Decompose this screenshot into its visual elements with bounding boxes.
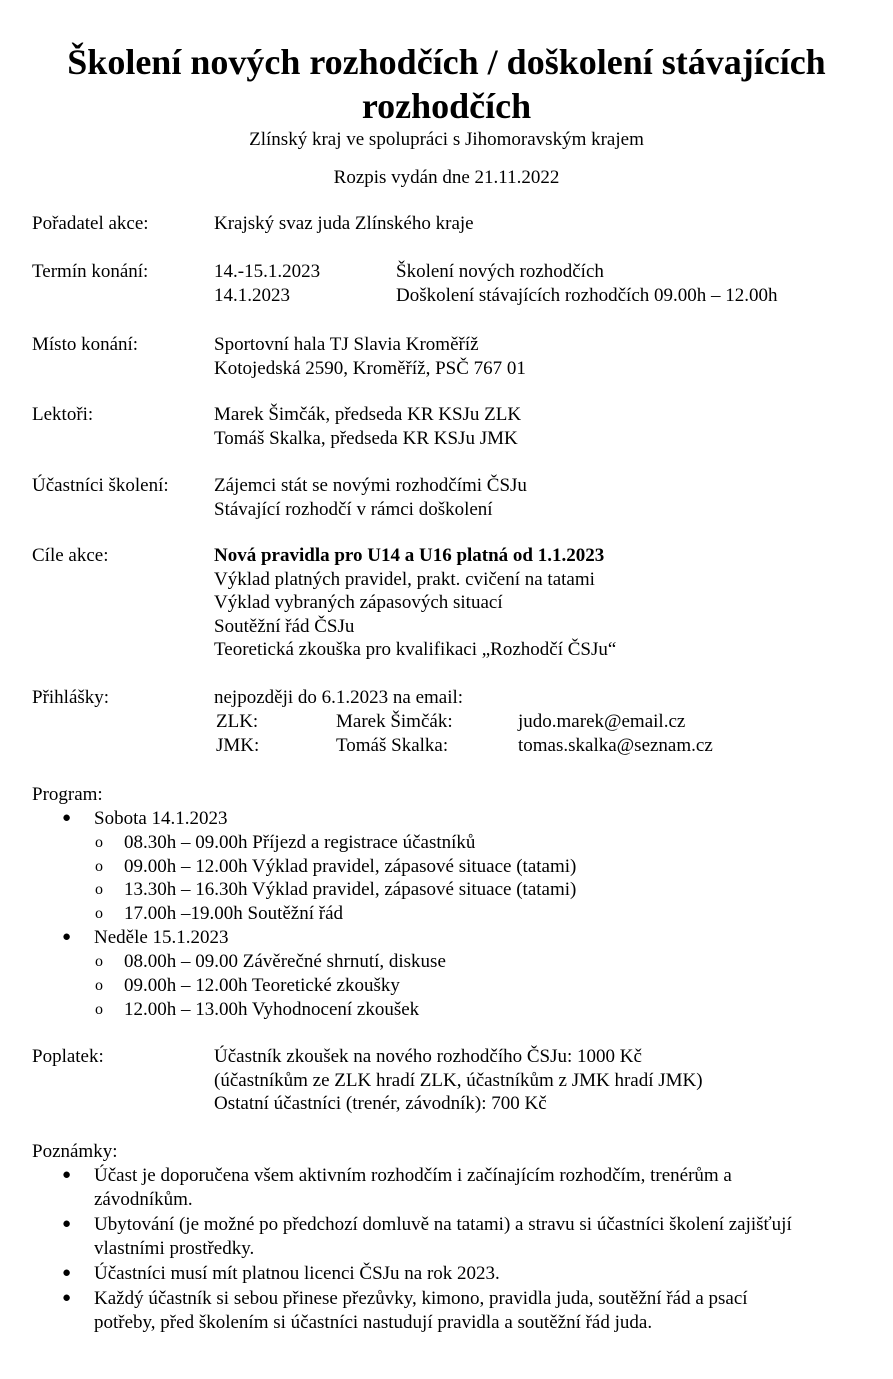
term-date-2: 14.1.2023 <box>214 284 290 306</box>
note-line: Ubytování (je možné po předchozí domluvě na tatami) a stravu si účastníci školení zajišťují <box>94 1214 792 1235</box>
issue-date: Rozpis vydán dne 21.11.2022 <box>333 167 560 188</box>
subtitle: Zlínský kraj ve spolupráci s Jihomoravským krajem <box>249 129 644 150</box>
program-item: 08.30h – 09.00h Příjezd a registrace účastníků <box>124 832 476 853</box>
bullet-icon: ● <box>62 929 72 945</box>
lecturer-line: Marek Šimčák, předseda KR KSJu ZLK <box>214 404 522 425</box>
note-line: vlastními prostředky. <box>94 1238 255 1259</box>
contact-region: ZLK: <box>216 711 259 732</box>
goal-line: Výklad platných pravidel, prakt. cvičení na tatami <box>214 568 595 590</box>
bullet-icon: ● <box>62 1216 72 1232</box>
place-value <box>214 333 526 380</box>
circle-bullet-icon: o <box>95 977 103 994</box>
program-item: 17.00h –19.00h Soutěžní řád <box>124 903 344 924</box>
term-desc-1: Školení nových rozhodčích <box>396 261 604 282</box>
program-item: 08.00h – 09.00 Závěrečné shrnutí, diskuse <box>124 951 446 972</box>
organizer-value: Krajský svaz juda Zlínského kraje <box>214 213 474 234</box>
program-label: Program: <box>32 784 103 805</box>
bullet-icon: ● <box>62 1167 72 1183</box>
term-label: Termín konání: <box>32 261 149 282</box>
contact-region: JMK: <box>216 735 260 756</box>
bullet-icon: ● <box>62 1290 72 1306</box>
lecturers-value <box>214 403 521 450</box>
participant-line: Stávající rozhodčí v rámci doškolení <box>214 498 493 520</box>
registration-label: Přihlášky: <box>32 687 110 708</box>
circle-bullet-icon: o <box>95 1001 103 1018</box>
place-line: Kotojedská 2590, Kroměříž, PSČ 767 01 <box>214 357 526 379</box>
circle-bullet-icon: o <box>95 953 103 970</box>
lecturer-line: Tomáš Skalka, předseda KR KSJu JMK <box>214 427 518 449</box>
participants-label: Účastníci školení: <box>32 475 169 496</box>
document-title: Školení nových rozhodčích / doškolení stávajících rozhodčích <box>67 42 826 126</box>
contact-email[interactable]: judo.marek@email.cz <box>518 711 686 732</box>
fee-line: Účastník zkoušek na nového rozhodčího ČSJu: 1000 Kč <box>214 1046 642 1067</box>
registration-intro: nejpozději do 6.1.2023 na email: <box>214 687 464 708</box>
fee-value <box>214 1045 703 1116</box>
fee-label: Poplatek: <box>32 1046 104 1067</box>
program-day: Sobota 14.1.2023 <box>94 808 228 829</box>
fee-line: (účastníkům ze ZLK hradí ZLK, účastníkům z JMK hradí JMK) <box>214 1069 703 1091</box>
goals-headline: Nová pravidla pro U14 a U16 platná od 1.1.2023 <box>214 545 605 566</box>
fee-line: Ostatní účastníci (trenér, závodník): 700 Kč <box>214 1093 547 1114</box>
note-line: Účast je doporučena všem aktivním rozhodčím i začínajícím rozhodčím, trenérům a <box>94 1165 732 1186</box>
contact-name: Marek Šimčák: <box>336 711 453 732</box>
program-item: 09.00h – 12.00h Teoretické zkoušky <box>124 975 400 996</box>
program-item: 13.30h – 16.30h Výklad pravidel, zápasové situace (tatami) <box>124 879 577 900</box>
place-line: Sportovní hala TJ Slavia Kroměříž <box>214 334 479 355</box>
note-line: závodníkům. <box>94 1189 193 1210</box>
notes-label: Poznámky: <box>32 1141 118 1162</box>
circle-bullet-icon: o <box>95 905 103 922</box>
goal-line: Soutěžní řád ČSJu <box>214 615 355 637</box>
program-item: 12.00h – 13.00h Vyhodnocení zkoušek <box>124 999 420 1020</box>
term-date-1: 14.-15.1.2023 <box>214 261 321 282</box>
bullet-icon: ● <box>62 1265 72 1281</box>
organizer-label: Pořadatel akce: <box>32 213 149 234</box>
circle-bullet-icon: o <box>95 858 103 875</box>
goals-label: Cíle akce: <box>32 545 109 566</box>
contact-name: Tomáš Skalka: <box>336 735 449 756</box>
lecturers-label: Lektoři: <box>32 404 94 425</box>
participant-line: Zájemci stát se novými rozhodčími ČSJu <box>214 475 527 496</box>
participants-value <box>214 474 527 521</box>
term-desc-2: Doškolení stávajících rozhodčích 09.00h – 12.00h <box>396 284 778 306</box>
note-line: Účastníci musí mít platnou licenci ČSJu na rok 2023. <box>94 1263 500 1284</box>
program-day: Neděle 15.1.2023 <box>94 927 229 948</box>
note-line: potřeby, před školením si účastníci nastudují pravidla a soutěžní řád juda. <box>94 1312 653 1333</box>
circle-bullet-icon: o <box>95 834 103 851</box>
program-item: 09.00h – 12.00h Výklad pravidel, zápasové situace (tatami) <box>124 856 577 877</box>
goal-line: Výklad vybraných zápasových situací <box>214 592 503 613</box>
goals-value <box>214 544 616 662</box>
place-label: Místo konání: <box>32 334 139 355</box>
contact-email[interactable]: tomas.skalka@seznam.cz <box>518 735 713 756</box>
goal-line: Teoretická zkouška pro kvalifikaci „Rozhodčí ČSJu“ <box>214 639 617 660</box>
bullet-icon: ● <box>62 810 72 826</box>
circle-bullet-icon: o <box>95 881 103 898</box>
note-line: Každý účastník si sebou přinese přezůvky, kimono, pravidla juda, soutěžní řád a psací <box>94 1288 748 1309</box>
